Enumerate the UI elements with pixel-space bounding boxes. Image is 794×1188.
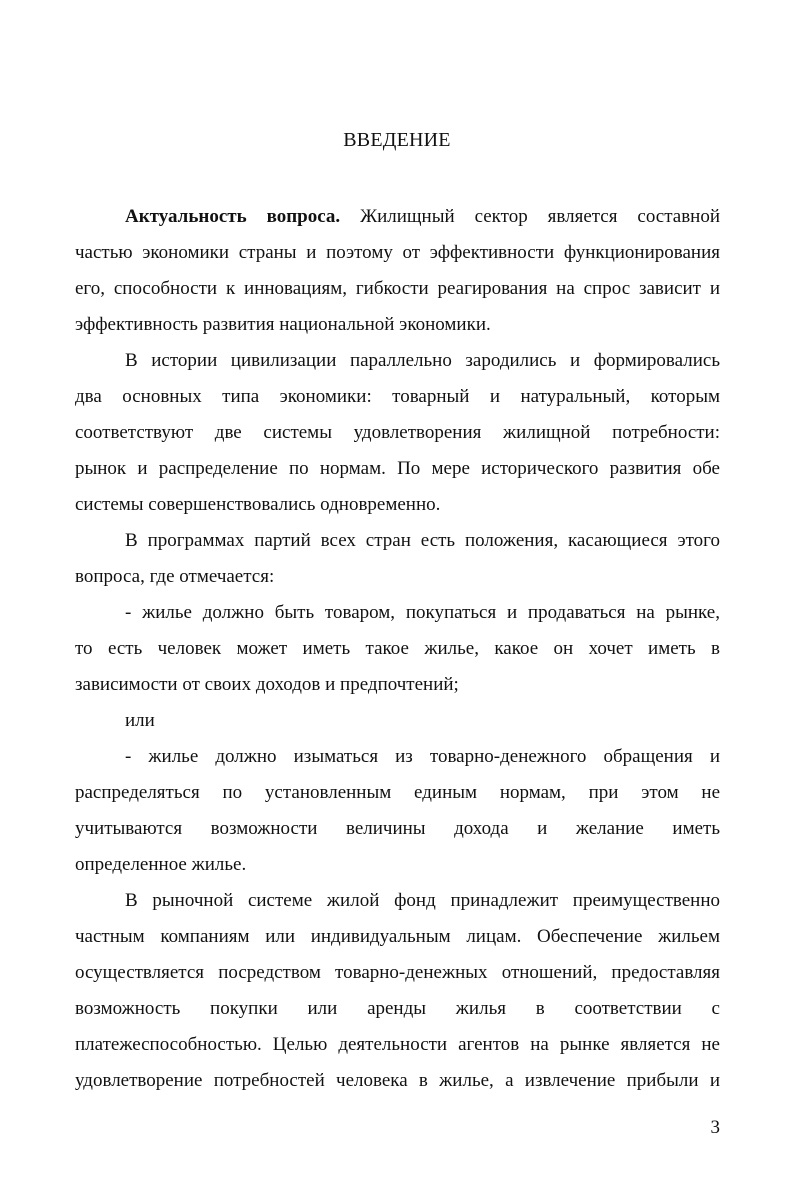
text-line: зависимости от своих доходов и предпочтений; [75, 674, 459, 695]
text-line: возможность покупки или аренды жилья в соответствии с [75, 998, 720, 1019]
text-line: частным компаниям или индивидуальным лицам. Обеспечение жильем [75, 926, 720, 947]
text-line: то есть человек может иметь такое жилье, какое он хочет иметь в [75, 638, 720, 659]
text-line: вопроса, где отмечается: [75, 566, 275, 587]
text-line: В рыночной системе жилой фонд принадлежит преимущественно [125, 890, 720, 911]
text-line: частью экономики страны и поэтому от эффективности функционирования [75, 242, 720, 263]
text-line: В программах партий всех стран есть положения, касающиеся этого [125, 530, 720, 551]
text-line: осуществляется посредством товарно-денежных отношений, предоставляя [75, 962, 720, 983]
text-line: платежеспособностью. Целью деятельности агентов на рынке является не [75, 1034, 720, 1055]
text-line: определенное жилье. [75, 854, 247, 875]
text-line: - жилье должно быть товаром, покупаться и продаваться на рынке, [125, 602, 720, 623]
text-line: системы совершенствовались одновременно. [75, 494, 441, 515]
text-line: распределяться по установленным единым нормам, при этом не [75, 782, 720, 803]
text-line: эффективность развития национальной экономики. [75, 314, 491, 335]
text-line [125, 206, 720, 228]
text-line: или [125, 710, 155, 731]
text-line: учитываются возможности величины дохода и желание иметь [75, 818, 720, 839]
text-line: соответствуют две системы удовлетворения жилищной потребности: [75, 422, 720, 443]
text-line: В истории цивилизации параллельно зародились и формировались [125, 350, 720, 371]
text-line: два основных типа экономики: товарный и натуральный, которым [75, 386, 720, 407]
section-heading: ВВЕДЕНИЕ [343, 129, 451, 151]
text-line: его, способности к инновациям, гибкости реагирования на спрос зависит и [75, 278, 720, 299]
page-number: 3 [710, 1117, 720, 1138]
bold-lead: Актуальность вопроса. [125, 206, 341, 227]
text-line: удовлетворение потребностей человека в жилье, а извлечение прибыли и [75, 1070, 720, 1091]
text-run: Жилищный сектор является составной [360, 206, 721, 227]
text-line: - жилье должно изыматься из товарно-денежного обращения и [125, 746, 720, 767]
text-line: рынок и распределение по нормам. По мере исторического развития обе [75, 458, 720, 479]
